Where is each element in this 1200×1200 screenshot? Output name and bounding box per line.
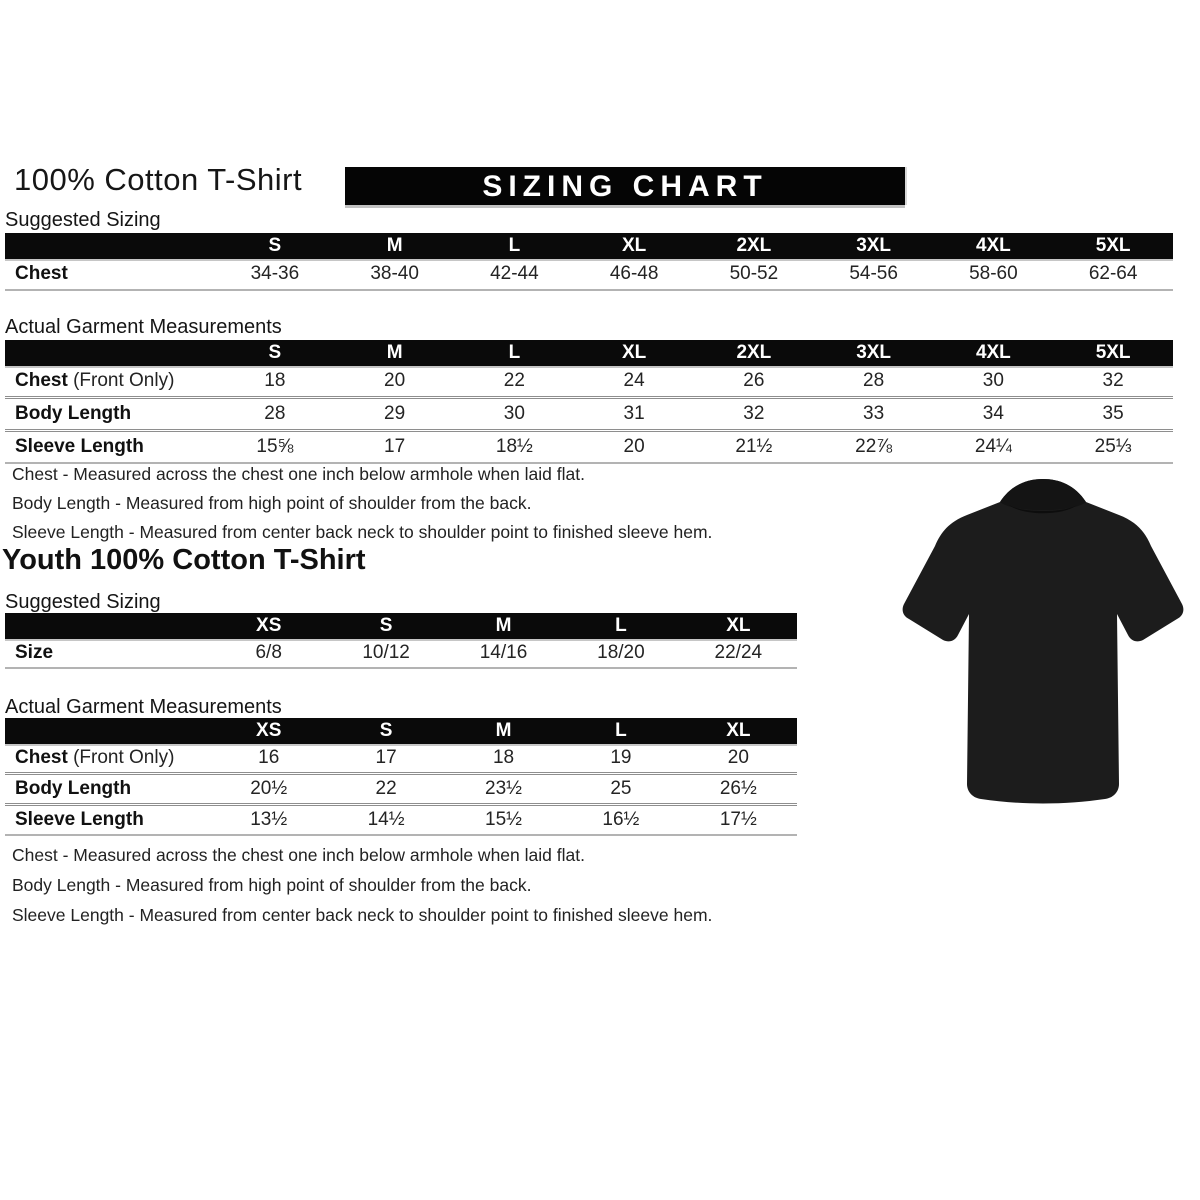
adult-actual-measurements-table — [5, 340, 1173, 464]
adult-suggested-sizing-table — [5, 233, 1173, 291]
size-column-header: S — [268, 342, 282, 363]
measurement-cell: 32 — [1102, 370, 1124, 391]
table-row — [5, 429, 1173, 464]
measurement-cell: 32 — [743, 403, 765, 424]
row-label: Body Length — [15, 778, 132, 799]
measurement-cell: 14½ — [367, 809, 405, 830]
measurement-cell: 15⅝ — [256, 436, 294, 457]
table-row — [5, 639, 797, 669]
measurement-cell: 22 — [503, 370, 525, 391]
measurement-cell: 20 — [727, 747, 749, 768]
size-column-header: L — [508, 342, 521, 363]
measurement-cell: 31 — [623, 403, 645, 424]
size-column-header: S — [379, 720, 393, 741]
size-column-header: 3XL — [856, 342, 892, 363]
size-column-header: XL — [621, 235, 647, 256]
measurement-cell: 16 — [258, 747, 280, 768]
measurement-cell: 35 — [1102, 403, 1124, 424]
note-line: Body Length - Measured from high point of shoulder from the back. — [12, 493, 532, 513]
measurement-cell: 26 — [743, 370, 765, 391]
youth-measurement-notes — [0, 840, 712, 930]
size-column-header: 2XL — [736, 235, 772, 256]
sizing-chart-banner: SIZING CHART — [345, 167, 905, 205]
table-header-row — [5, 718, 797, 744]
size-column-header: S — [379, 615, 393, 636]
size-column-header: XS — [256, 720, 282, 741]
size-column-header: 5XL — [1095, 235, 1131, 256]
measurement-cell: 20 — [384, 370, 406, 391]
adult-actual-measurements-label: Actual Garment Measurements — [5, 316, 282, 338]
measurement-cell: 34-36 — [250, 263, 300, 284]
measurement-cell: 33 — [863, 403, 885, 424]
measurement-cell: 25 — [610, 778, 632, 799]
tshirt-image — [893, 466, 1193, 818]
size-column-header: 4XL — [975, 342, 1011, 363]
measurement-cell: 14/16 — [479, 642, 528, 663]
size-column-header: M — [386, 235, 403, 256]
row-label: Sleeve Length — [15, 436, 144, 457]
measurement-cell: 28 — [264, 403, 286, 424]
table-row — [5, 744, 797, 772]
measurement-cell: 17 — [384, 436, 406, 457]
size-column-header: XL — [726, 615, 751, 636]
note-line: Sleeve Length - Measured from center back neck to shoulder point to finished sleeve hem. — [12, 905, 713, 925]
measurement-cell: 17 — [375, 747, 397, 768]
row-label: Chest (Front Only) — [15, 747, 175, 768]
measurement-cell: 58-60 — [969, 263, 1018, 284]
youth-section-title: Youth 100% Cotton T-Shirt — [2, 544, 366, 576]
measurement-cell: 15½ — [485, 809, 522, 830]
measurement-cell: 20 — [623, 436, 645, 457]
measurement-cell: 24 — [623, 370, 645, 391]
note-line: Body Length - Measured from high point of shoulder from the back. — [12, 875, 532, 895]
adult-measurement-notes — [0, 460, 712, 547]
size-column-header: XL — [726, 720, 751, 741]
table-header-row — [5, 340, 1173, 366]
size-column-header: XL — [621, 342, 647, 363]
size-column-header: M — [495, 720, 512, 741]
size-column-header: L — [615, 720, 627, 741]
size-column-header: L — [508, 235, 521, 256]
size-column-header: 2XL — [736, 342, 772, 363]
measurement-cell: 50-52 — [729, 263, 779, 284]
measurement-cell: 28 — [863, 370, 885, 391]
size-column-header: M — [386, 342, 403, 363]
measurement-cell: 17½ — [719, 809, 757, 830]
measurement-cell: 23½ — [485, 778, 522, 799]
table-row — [5, 803, 797, 836]
note-line: Chest - Measured across the chest one inch below armhole when laid flat. — [12, 845, 585, 865]
measurement-cell: 42-44 — [490, 263, 539, 284]
youth-suggested-sizing-label: Suggested Sizing — [5, 591, 161, 613]
tshirt-graphic — [893, 466, 1193, 818]
note-line: Chest - Measured across the chest one inch below armhole when laid flat. — [12, 464, 585, 484]
size-column-header: 4XL — [975, 235, 1011, 256]
youth-actual-measurements-table — [5, 718, 797, 836]
size-column-header: M — [495, 615, 512, 636]
measurement-cell: 29 — [384, 403, 406, 424]
row-label: Sleeve Length — [15, 809, 144, 830]
size-column-header: L — [615, 615, 627, 636]
measurement-cell: 22 — [375, 778, 397, 799]
measurement-cell: 34 — [982, 403, 1004, 424]
page-title: 100% Cotton T-Shirt — [14, 162, 303, 197]
tshirt-body — [903, 479, 1184, 804]
measurement-cell: 6/8 — [255, 642, 282, 663]
size-column-header: XS — [256, 615, 282, 636]
measurement-cell: 22/24 — [714, 642, 763, 663]
size-column-header: S — [268, 235, 282, 256]
size-column-header: 3XL — [856, 235, 892, 256]
measurement-cell: 62-64 — [1088, 263, 1138, 284]
table-row — [5, 259, 1173, 291]
measurement-cell: 26½ — [719, 778, 757, 799]
youth-suggested-sizing-table — [5, 613, 797, 669]
table-row — [5, 366, 1173, 396]
measurement-cell: 30 — [503, 403, 525, 424]
measurement-cell: 18 — [492, 747, 515, 768]
table-row — [5, 772, 797, 803]
measurement-cell: 38-40 — [370, 263, 419, 284]
row-label: Body Length — [15, 403, 132, 424]
measurement-cell: 24¼ — [974, 436, 1012, 457]
measurement-cell: 16½ — [602, 809, 640, 830]
measurement-cell: 46-48 — [609, 263, 659, 284]
size-column-header: 5XL — [1095, 342, 1131, 363]
tshirt-collar — [1000, 479, 1086, 510]
measurement-cell: 20½ — [250, 778, 288, 799]
measurement-cell: 54-56 — [849, 263, 898, 284]
adult-suggested-sizing-label: Suggested Sizing — [5, 209, 161, 231]
measurement-cell: 30 — [982, 370, 1004, 391]
row-label: Chest — [15, 263, 68, 284]
row-label: Chest (Front Only) — [15, 370, 175, 391]
measurement-cell: 18 — [264, 370, 286, 391]
measurement-cell: 25⅓ — [1094, 436, 1132, 457]
measurement-cell: 13½ — [250, 809, 288, 830]
measurement-cell: 22⅞ — [855, 436, 893, 457]
youth-actual-measurements-label: Actual Garment Measurements — [5, 696, 282, 718]
measurement-cell: 10/12 — [362, 642, 410, 663]
measurement-cell: 18/20 — [597, 642, 645, 663]
measurement-cell: 19 — [610, 747, 632, 768]
note-line: Sleeve Length - Measured from center back neck to shoulder point to finished sleeve hem. — [12, 522, 713, 542]
row-label: Size — [15, 642, 54, 663]
measurement-cell: 21½ — [735, 436, 773, 457]
measurement-cell: 18½ — [495, 436, 533, 457]
table-row — [5, 396, 1173, 429]
table-header-row — [5, 233, 1173, 259]
table-header-row — [5, 613, 797, 639]
